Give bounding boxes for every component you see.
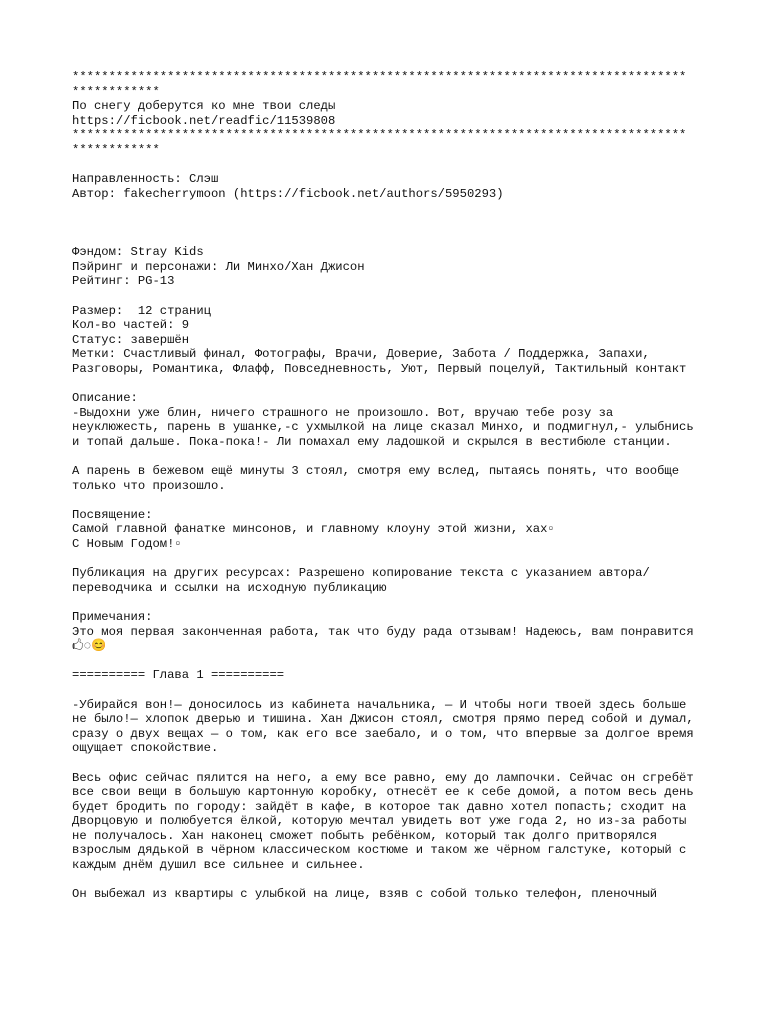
story-url: https://ficbook.net/readfic/11539808 [72, 113, 336, 128]
rule-line: ************ [72, 84, 160, 99]
description-heading: Описание: [72, 391, 138, 406]
notes-heading: Примечания: [72, 609, 153, 624]
story-title: По снегу доберутся ко мне твои следы [72, 99, 336, 114]
size: Размер: 12 страниц [72, 303, 211, 318]
dedication-line: Самой главной фанатке минсонов, и главному клоуну этой жизни, хах▫ [72, 522, 555, 537]
chapter-paragraph: Он выбежал из квартиры с улыбкой на лице, взяв с собой только телефон, пленочный [72, 887, 658, 902]
description-paragraph: А парень в бежевом ещё минуты 3 стоял, смотря ему вслед, пытаясь понять, что вообще только что произошло. [72, 464, 687, 493]
tags: Метки: Счастливый финал, Фотографы, Врачи, Доверие, Забота / Поддержка, Запахи, Разговоры, Романтика, Флафф, Повседневность, Уют, Первый поцелуй, Тактильный контакт [72, 347, 687, 376]
pairing: Пэйринг и персонажи: Ли Минхо/Хан Джисон [72, 259, 365, 274]
description-paragraph: -Выдохни уже блин, ничего страшного не произошло. Вот, вручаю тебе розу за неуклюжесть, парень в ушанке,-с ухмылкой на лице сказал Минхо, и подмигнул,- улыбнись и топай дальше. Пока-пока!- Ли помахал ему ладошкой и скрылся в вестибюле станции. [72, 405, 701, 449]
document-page [72, 70, 700, 902]
rule-line: ************ [72, 142, 160, 157]
dedication-line: С Новым Годом!▫ [72, 537, 182, 552]
fandom: Фэндом: Stray Kids [72, 245, 204, 260]
author: Автор: fakecherrymoon (https://ficbook.net/authors/5950293) [72, 186, 504, 201]
parts-count: Кол-во частей: 9 [72, 318, 190, 333]
chapter-paragraph: -Убирайся вон!— доносилось из кабинета начальника, — И чтобы ноги твоей здесь больше не было!— хлопок дверью и тишина. Хан Джисон стоял, смотря прямо перед собой и думал, сразу о двух вещах — о том, как его все заебало, и о том, что впервые за долгое время ощущает спокойствие. [72, 697, 701, 756]
direction: Направленность: Слэш [72, 172, 219, 187]
chapter-paragraph: Весь офис сейчас пялится на него, а ему все равно, ему до лампочки. Сейчас он сгребёт все свои вещи в большую картонную коробку, отнесёт ее к себе домой, а потом весь день будет бродить по городу: зайдёт в кафе, в которое так давно хотел попасть; сходит на Дворцовую и полюбуется ёлкой, которую мечтал увидеть вот уже года 2, но из-за работы не получалось. Хан наконец сможет побыть ребёнком, который так долго притворялся взрослым дядькой в чёрном классическом костюме и таком же чёрном галстуке, который с каждым днём душил все сильнее и сильнее. [72, 770, 701, 873]
rule-line: ************************************************************************************ [72, 70, 687, 84]
status: Статус: завершён [72, 332, 190, 347]
dedication-heading: Посвящение: [72, 507, 153, 522]
publication-note: Публикация на других ресурсах: Разрешено копирование текста с указанием автора/переводчика и ссылки на исходную публикацию [72, 566, 650, 595]
chapter-heading: ========== Глава 1 ========== [72, 668, 285, 683]
rule-line: ************************************************************************************ [72, 128, 687, 143]
rating: Рейтинг: PG-13 [72, 274, 175, 289]
notes-text: Это моя первая законченная работа, так что буду рада отзывам! Надеюсь, вам понравится🖒◌😊 [72, 624, 694, 654]
